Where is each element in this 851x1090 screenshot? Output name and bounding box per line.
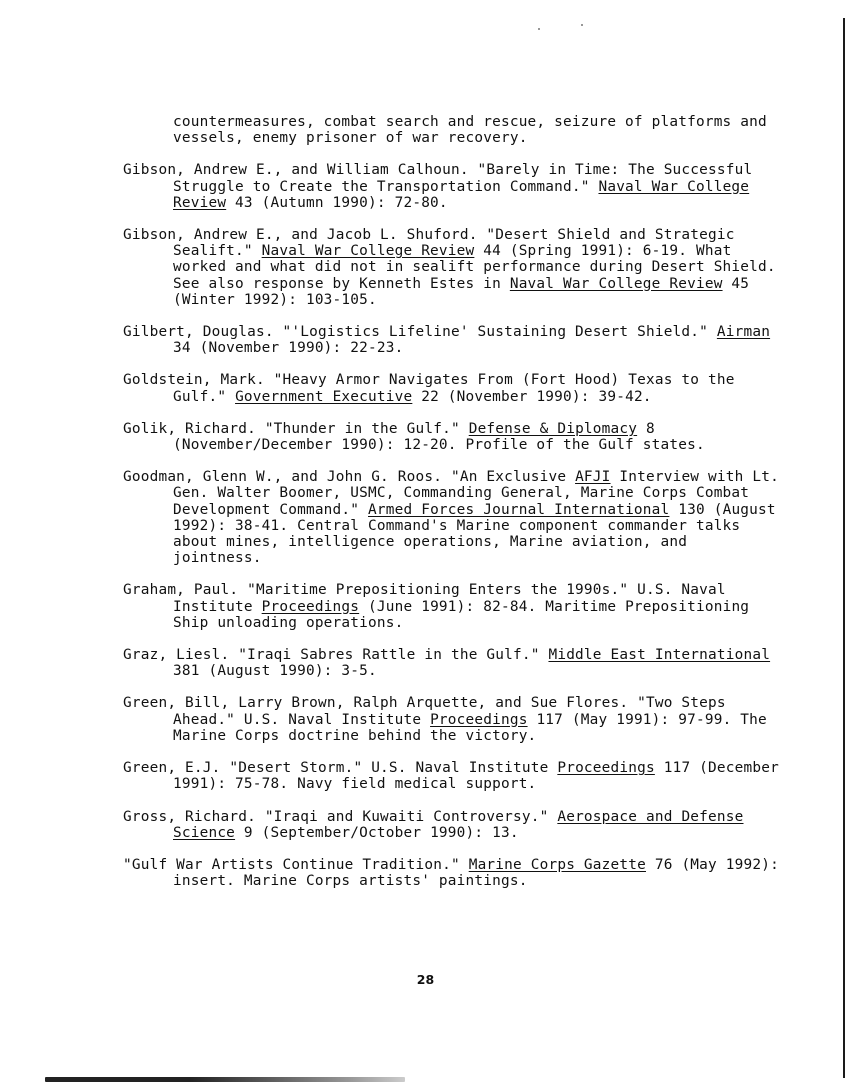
- entry-text: "Gulf War Artists Continue Tradition.": [123, 856, 469, 873]
- publication-title: Middle East International: [548, 647, 771, 664]
- entry-text: 130 (August 1992): 38-41. Central Command's Marine component commander talks about mines, intelligence operations, Marine aviation, and jointness.: [173, 501, 776, 567]
- bibliography-entry: [123, 469, 783, 566]
- entry-text: Gibson, Andrew E., and Jacob L. Shuford. "Desert Shield and Strategic Sealift.": [123, 227, 735, 260]
- page-edge-shadow: [843, 18, 845, 1078]
- publication-title: AFJI: [575, 469, 611, 486]
- bibliography-entry: [123, 647, 783, 679]
- bibliography-entry: [123, 582, 783, 631]
- entry-text: 45 (Winter 1992): 103-105.: [173, 275, 750, 308]
- bibliography-entry: [123, 421, 783, 453]
- entry-text: Gross, Richard. "Iraqi and Kuwaiti Controversy.": [123, 808, 558, 825]
- entry-text: Gilbert, Douglas. "'Logistics Lifeline' Sustaining Desert Shield.": [123, 324, 717, 341]
- entry-text: 76 (May 1992): insert. Marine Corps artists' paintings.: [173, 856, 779, 890]
- entry-text: Graz, Liesl. "Iraqi Sabres Rattle in the Gulf.": [123, 647, 549, 664]
- publication-title: Naval War College Review: [261, 243, 475, 260]
- publication-title: Proceedings: [261, 598, 360, 615]
- entry-text: Gibson, Andrew E., and William Calhoun. "Barely in Time: The Successful Struggle to Create the Transportation Command.": [123, 162, 753, 195]
- bottom-rule: [45, 1077, 405, 1082]
- bibliography-list: [123, 114, 783, 905]
- bibliography-entry: [123, 760, 783, 792]
- entry-text: 8 (November/December 1990): 12-20. Profile of the Gulf states.: [173, 420, 705, 454]
- bibliography-entry: [123, 857, 783, 889]
- bibliography-entry: [123, 809, 783, 841]
- entry-text: 34 (November 1990): 22-23.: [173, 340, 404, 357]
- bibliography-entry: [123, 227, 783, 308]
- bibliography-entry: [123, 372, 783, 404]
- publication-title: Airman: [716, 324, 771, 341]
- entry-text: 9 (September/October 1990): 13.: [235, 824, 519, 841]
- entry-text: Interview with Lt. Gen. Walter Boomer, USMC, Commanding General, Marine Corps Combat Development Command.": [173, 469, 779, 518]
- entry-text: Green, E.J. "Desert Storm." U.S. Naval Institute: [123, 760, 558, 777]
- publication-title: Armed Forces Journal International: [368, 501, 670, 518]
- entry-text: 22 (November 1990): 39-42.: [412, 388, 652, 405]
- publication-title: Naval War College Review: [509, 275, 723, 292]
- entry-text: (June 1991): 82-84. Maritime Prepositioning Ship unloading operations.: [173, 598, 750, 631]
- entry-text: 43 (Autumn 1990): 72-80.: [226, 194, 448, 211]
- publication-title: Proceedings: [557, 760, 655, 777]
- bibliography-entry: [123, 695, 783, 744]
- publication-title: Government Executive: [235, 388, 413, 405]
- page-number: 28: [416, 972, 435, 987]
- entry-text: 44 (Spring 1991): 6-19. What worked and what did not in sealift performance during Desert Shield. See also response by Kenneth Estes in: [173, 243, 776, 292]
- bibliography-entry-continued: [123, 114, 783, 146]
- publication-title: Proceedings: [430, 711, 528, 728]
- entry-text: 381 (August 1990): 3-5.: [173, 663, 377, 680]
- entry-text: Green, Bill, Larry Brown, Ralph Arquette, and Sue Flores. "Two Steps Ahead." U.S. Naval Institute: [123, 695, 726, 728]
- bibliography-entry: [123, 324, 783, 356]
- entry-text: countermeasures, combat search and rescue, seizure of platforms and vessels, enemy prisoner of war recovery.: [173, 114, 767, 147]
- entry-text: Graham, Paul. "Maritime Prepositioning Enters the 1990s." U.S. Naval Institute: [123, 582, 726, 615]
- publication-title: Aerospace and Defense Science: [173, 808, 744, 841]
- publication-title: Marine Corps Gazette: [468, 856, 646, 873]
- publication-title: Defense & Diplomacy: [468, 420, 638, 437]
- entry-text: 117 (December 1991): 75-78. Navy field medical support.: [173, 760, 779, 793]
- entry-text: 117 (May 1991): 97-99. The Marine Corps doctrine behind the victory.: [173, 711, 767, 744]
- publication-title: Naval War College Review: [173, 178, 750, 211]
- entry-text: Golik, Richard. "Thunder in the Gulf.": [123, 420, 469, 437]
- entry-text: Goldstein, Mark. "Heavy Armor Navigates From (Fort Hood) Texas to the Gulf.": [123, 372, 735, 405]
- entry-text: Goodman, Glenn W., and John G. Roos. "An Exclusive: [123, 469, 576, 486]
- bibliography-entry: [123, 162, 783, 211]
